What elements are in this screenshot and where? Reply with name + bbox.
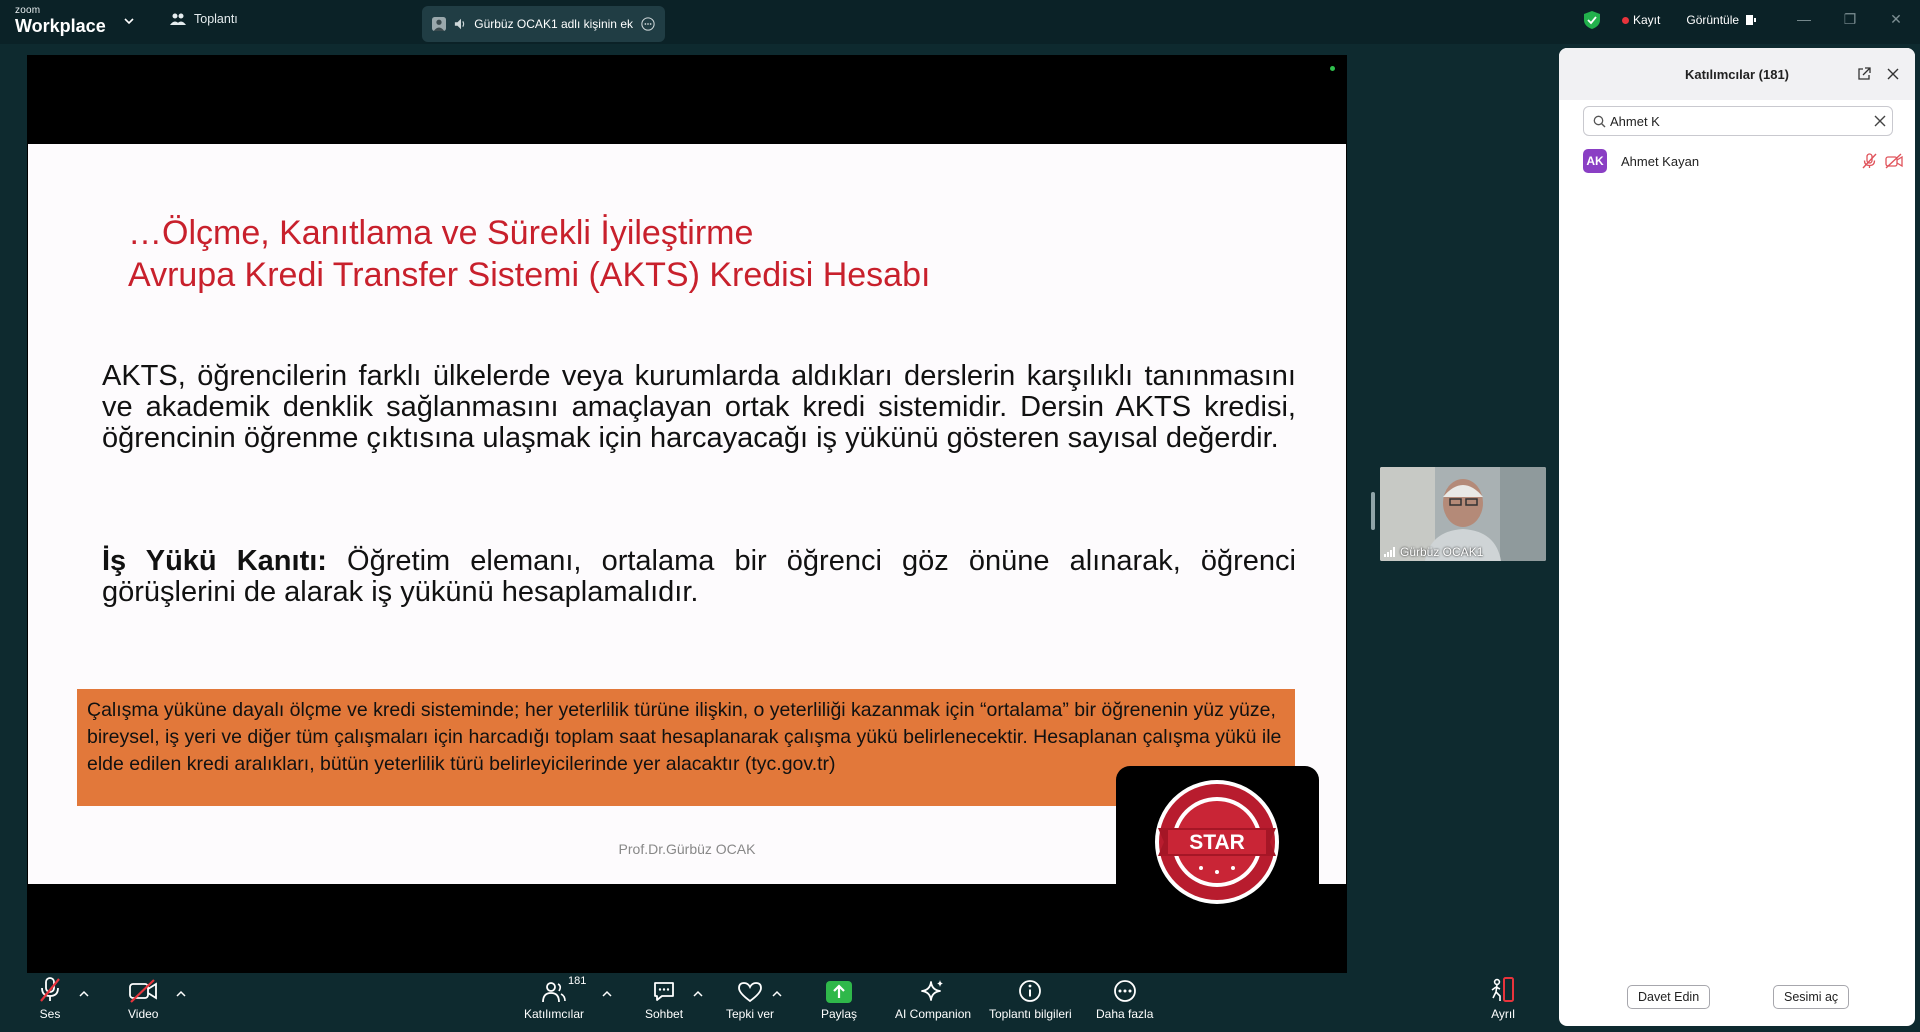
participants-options-caret-icon[interactable] <box>602 990 612 998</box>
slide-footer-author: Prof.Dr.Gürbüz OCAK <box>618 841 756 857</box>
participant-status-icons <box>1861 153 1903 169</box>
chat-button[interactable] <box>645 977 683 1021</box>
search-icon <box>1593 115 1606 128</box>
clear-search-icon[interactable] <box>1874 115 1886 127</box>
chevron-down-icon[interactable] <box>123 15 135 27</box>
muted-microphone-icon <box>38 977 62 1003</box>
heart-icon <box>737 981 763 1003</box>
participant-search-input[interactable] <box>1610 112 1860 130</box>
record-dot-icon <box>1622 17 1629 24</box>
more-button[interactable] <box>1096 977 1153 1021</box>
more-dots-icon <box>1113 979 1137 1003</box>
restore-button[interactable]: ❐ <box>1843 11 1857 27</box>
participant-avatar-icon <box>432 16 446 32</box>
title-bar <box>0 0 1920 44</box>
thumbnail-name: Gürbüz OCAK1 <box>1400 545 1484 559</box>
unmute-self-button[interactable]: Sesimi aç <box>1773 985 1849 1009</box>
video-strip-handle[interactable] <box>1371 492 1375 530</box>
active-speaker-tab[interactable] <box>422 6 665 42</box>
topbar-right-controls <box>1584 11 1757 29</box>
record-label: Kayıt <box>1633 13 1661 27</box>
slide-title-line2: Avrupa Kredi Transfer Sistemi (AKTS) Kredisi Hesabı <box>128 256 931 294</box>
info-icon <box>1018 979 1042 1003</box>
audio-options-caret-icon[interactable] <box>79 990 89 998</box>
close-panel-icon[interactable] <box>1886 67 1900 81</box>
invite-button[interactable]: Davet Edin <box>1627 985 1710 1009</box>
chat-icon <box>652 979 676 1003</box>
slide-title <box>128 212 1028 296</box>
signal-strength-icon <box>1384 547 1396 557</box>
leave-label: Ayrıl <box>1491 1007 1515 1021</box>
record-status[interactable] <box>1622 13 1660 27</box>
share-screen-icon <box>826 981 852 1003</box>
participant-video-thumbnail[interactable] <box>1380 467 1546 561</box>
zoom-workplace-logo <box>15 6 106 35</box>
video-label: Video <box>128 1007 159 1021</box>
participant-name: Ahmet Kayan <box>1621 153 1700 169</box>
video-button[interactable] <box>128 977 158 1021</box>
view-layout-icon <box>1745 14 1757 26</box>
security-shield-icon[interactable] <box>1584 11 1600 29</box>
ai-sparkle-icon <box>920 979 946 1003</box>
participants-label: Katılımcılar <box>524 1007 585 1021</box>
react-button[interactable] <box>726 977 774 1021</box>
pop-out-icon[interactable] <box>1857 67 1871 81</box>
workload-heading: İş Yükü Kanıtı: <box>102 545 327 577</box>
minimize-button[interactable]: — <box>1797 11 1811 27</box>
star-logo-text: STAR <box>1189 831 1245 854</box>
window-controls <box>1781 11 1919 28</box>
muted-mic-icon <box>1861 153 1877 169</box>
video-off-icon <box>128 979 158 1003</box>
share-indicator-dot <box>1330 66 1335 71</box>
audio-label: Ses <box>39 1007 61 1021</box>
speaker-tab-label: Gürbüz OCAK1 adlı kişinin ek <box>474 17 633 31</box>
thumbnail-name-label <box>1384 545 1483 559</box>
participants-icon <box>542 981 566 1003</box>
chat-options-caret-icon[interactable] <box>693 990 703 998</box>
ai-companion-label: AI Companion <box>895 1007 972 1021</box>
audio-button[interactable] <box>38 977 62 1021</box>
meeting-info-button[interactable] <box>989 977 1072 1021</box>
slide-paragraph-workload <box>102 546 1296 608</box>
more-label: Daha fazla <box>1096 1007 1154 1021</box>
leave-door-icon <box>1490 977 1516 1003</box>
close-window-button[interactable]: ✕ <box>1890 11 1902 27</box>
chat-label: Sohbet <box>645 1007 684 1021</box>
meeting-info-label: Toplantı bilgileri <box>989 1007 1072 1021</box>
speaker-icon <box>454 17 466 31</box>
video-off-icon <box>1885 153 1903 169</box>
meeting-toolbar <box>0 975 1920 1032</box>
slide-paragraph-akts: AKTS, öğrencilerin farklı ülkelerde veya kurumlarda aldıkları derslerin karşılıklı tanınmasını ve akademik denklik sağlanmasını amaçlayan ortak kredi sistemidir. Dersin AKTS kredisi, öğrencinin öğrenme çıktısına ulaşmak için harcayacağı iş yükünü gösteren sayısal değerdir. <box>102 360 1296 454</box>
participants-count: 181 <box>568 975 587 987</box>
brand-small-text: zoom <box>15 5 41 16</box>
view-menu[interactable] <box>1686 13 1757 27</box>
share-label: Paylaş <box>821 1007 858 1021</box>
participants-panel-header <box>1559 48 1915 100</box>
participant-search-box[interactable] <box>1583 106 1893 136</box>
participant-row[interactable] <box>1583 147 1903 175</box>
avatar: AK <box>1583 149 1607 173</box>
view-label: Görüntüle <box>1686 13 1740 27</box>
meeting-menu[interactable] <box>170 12 238 26</box>
star-logo-overlay <box>1116 766 1319 918</box>
people-icon <box>170 12 186 26</box>
participants-panel <box>1559 48 1915 1026</box>
share-button[interactable] <box>821 977 857 1021</box>
react-label: Tepki ver <box>726 1007 775 1021</box>
more-options-icon[interactable] <box>641 16 655 32</box>
brand-large-text: Workplace <box>15 16 106 36</box>
star-seal-icon <box>1116 766 1319 918</box>
leave-button[interactable] <box>1490 977 1516 1021</box>
video-options-caret-icon[interactable] <box>176 990 186 998</box>
react-options-caret-icon[interactable] <box>772 990 782 998</box>
ai-companion-button[interactable] <box>895 977 971 1021</box>
meeting-label: Toplantı <box>194 12 238 26</box>
slide-highlight-box: Çalışma yüküne dayalı ölçme ve kredi sisteminde; her yeterlilik türüne ilişkin, o yeterliliği kazanmak için “ortalama” bir öğrenenin yüz yüze, bireysel, iş yeri ve diğer tüm çalışmaları için harcadığı toplam saat hesaplanarak çalışma yükü belirlenecektir. Hesaplanan çalışma yükü ile elde edilen kredi aralıkları, bütün yeterlilik türü belirleyicilerinde yer alacaktır (tyc.gov.tr) <box>77 689 1295 806</box>
participants-panel-title: Katılımcılar (181) <box>1684 67 1790 82</box>
workload-text: Öğretim elemanı, ortalama bir öğrenci göz önüne alınarak, öğrenci görüşlerini de alarak iş yükünü hesaplamalıdır. <box>102 545 1296 608</box>
participants-button[interactable] <box>524 975 587 1021</box>
slide-title-line1: …Ölçme, Kanıtlama ve Sürekli İyileştirme <box>128 214 754 252</box>
